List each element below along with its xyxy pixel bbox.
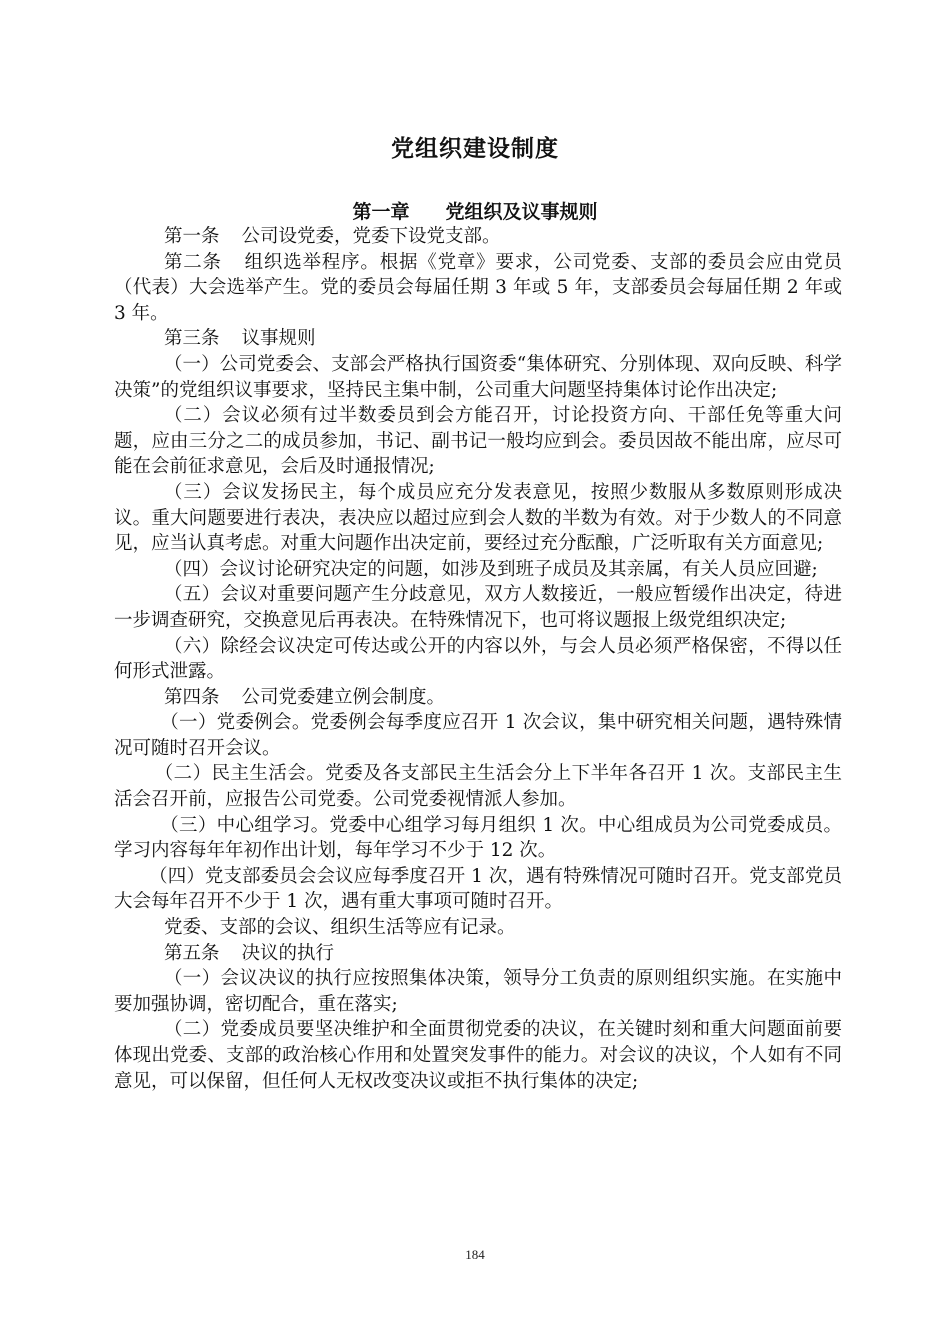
chapter-heading bbox=[0, 197, 950, 227]
article-label: 第四条 bbox=[163, 686, 220, 708]
article-text: 组织选举程序。根据《党章》要求，公司党委、支部的委员会应由党员（代表）大会选举产生。党的委员会每届任期 3 年或 5 年，支部委员会每届任期 2 年或 3 年。 bbox=[114, 251, 842, 324]
article-4-item-4: （四）党支部委员会会议应每季度召开 1 次，遇有特殊情况可随时召开。党支部党员大会每年召开不少于 1 次，遇有重大事项可随时召开。 bbox=[114, 865, 842, 913]
article-3-item-3: （三）会议发扬民主，每个成员应充分发表意见，按照少数服从多数原则形成决议。重大问题要进行表决，表决应以超过应到会人数的半数为有效。对于少数人的不同意见，应当认真考虑。对重大问题作出决定前，要经过充分酝酿，广泛听取有关方面意见; bbox=[114, 481, 842, 555]
article-3-item-1: （一）公司党委会、支部会严格执行国资委“集体研究、分别体现、双向反映、科学决策”的党组织议事要求，坚持民主集中制，公司重大问题坚持集体讨论作出决定; bbox=[114, 353, 842, 401]
article-4-item-3: （三）中心组学习。党委中心组学习每月组织 1 次。中心组成员为公司党委成员。学习内容每年年初作出计划，每年学习不少于 12 次。 bbox=[114, 814, 842, 862]
article-label: 第一条 bbox=[163, 226, 220, 247]
article-4 bbox=[114, 685, 842, 711]
article-text: 决议的执行 bbox=[241, 942, 334, 964]
page-number: 184 bbox=[465, 1247, 485, 1262]
article-3-item-2: （二）会议必须有过半数委员到会方能召开，讨论投资方向、干部任免等重大问题，应由三分之二的成员参加，书记、副书记一般均应到会。委员因故不能出席，应尽可能在会前征求意见，会后及时通报情况; bbox=[114, 405, 842, 478]
article-text: 公司党委建立例会制度。 bbox=[241, 686, 445, 708]
article-4-item-2: （二）民主生活会。党委及各支部民主生活会分上下半年各召开 1 次。支部民主生活会召开前，应报告公司党委。公司党委视情派人参加。 bbox=[114, 763, 842, 811]
article-3-item-4: （四）会议讨论研究决定的问题，如涉及到班子成员及其亲属，有关人员应回避; bbox=[163, 558, 818, 580]
article-label: 第二条 bbox=[163, 251, 222, 273]
article-label: 第三条 bbox=[163, 328, 220, 350]
article-2 bbox=[114, 250, 842, 327]
article-5-item-2: （二）党委成员要坚决维护和全面贯彻党委的决议，在关键时刻和重大问题面前要体现出党委、支部的政治核心作用和处置突发事件的能力。对会议的决议，个人如有不同意见，可以保留，但任何人无权改变决议或拒不执行集体的决定; bbox=[114, 1019, 842, 1092]
article-5 bbox=[114, 941, 842, 967]
chapter-number: 第一章 bbox=[352, 201, 410, 223]
document-body bbox=[114, 224, 842, 1094]
article-1 bbox=[114, 224, 842, 250]
article-3-item-6: （六）除经会议决定可传达或公开的内容以外，与会人员必须严格保密，不得以任何形式泄露。 bbox=[114, 635, 842, 683]
article-label: 第五条 bbox=[163, 942, 220, 964]
chapter-name: 党组织及议事规则 bbox=[445, 201, 598, 223]
article-5-item-1: （一）会议决议的执行应按照集体决策，领导分工负责的原则组织实施。在实施中要加强协调，密切配合，重在落实; bbox=[114, 968, 842, 1015]
article-3 bbox=[114, 326, 842, 352]
document-title: 党组织建设制度 bbox=[391, 136, 559, 162]
article-3-item-5: （五）会议对重要问题产生分歧意见，双方人数接近，一般应暂缓作出决定，待进一步调查研究，交换意见后再表决。在特殊情况下，也可将议题报上级党组织决定; bbox=[114, 584, 842, 631]
article-text: 公司设党委，党委下设党支部。 bbox=[241, 226, 501, 247]
article-text: 议事规则 bbox=[241, 328, 316, 350]
article-4-item-1: （一）党委例会。党委例会每季度应召开 1 次会议，集中研究相关问题，遇特殊情况可随时召开会议。 bbox=[114, 712, 842, 759]
article-4-note: 党委、支部的会议、组织生活等应有记录。 bbox=[163, 917, 516, 939]
